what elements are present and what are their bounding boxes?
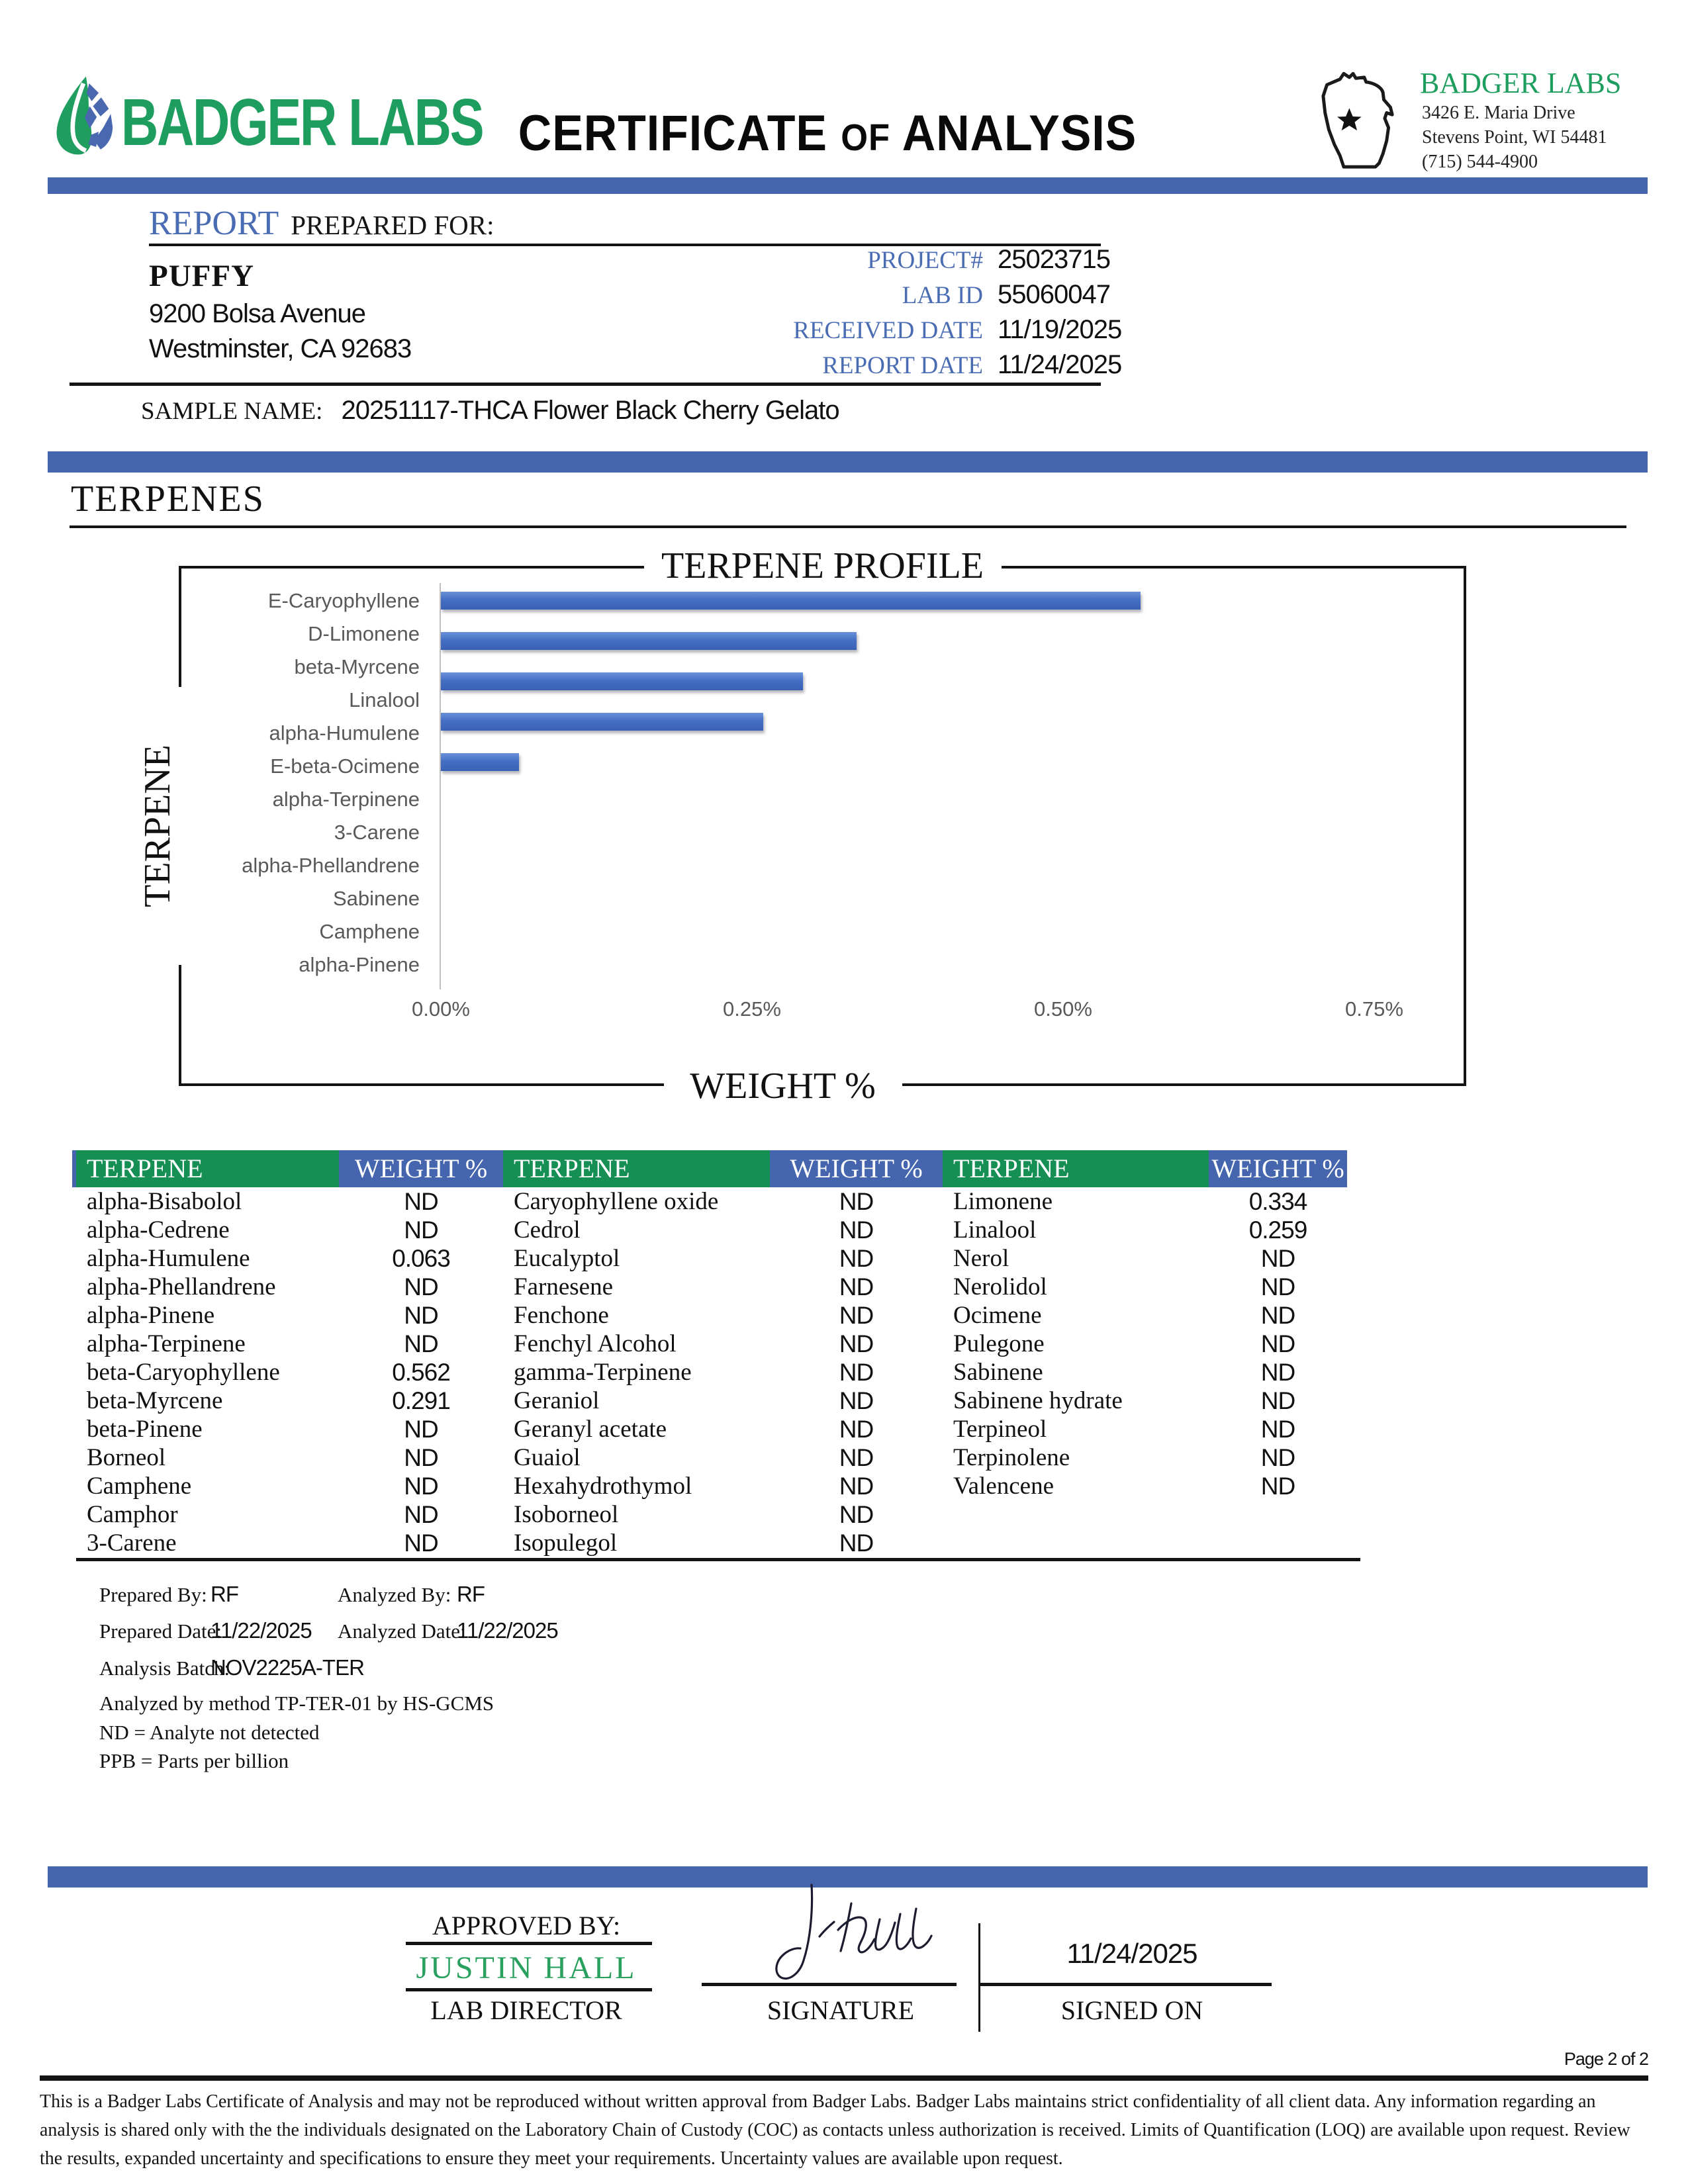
chart-row bbox=[441, 786, 1434, 819]
chart-category-label: beta-Myrcene bbox=[294, 655, 420, 678]
chart-bar bbox=[441, 753, 519, 771]
table-bottom-rule bbox=[76, 1558, 1360, 1561]
table-header-terpene: TERPENE bbox=[943, 1150, 1209, 1187]
report-fields bbox=[463, 245, 1198, 385]
chart-x-ticks bbox=[181, 997, 1464, 1024]
terpene-name-cell: Linalool bbox=[953, 1216, 1037, 1244]
prepared-date-value: 11/22/2025 bbox=[211, 1618, 312, 1643]
terpene-weight-cell: ND bbox=[1260, 1416, 1295, 1443]
report-field-row bbox=[463, 350, 1198, 385]
terpenes-section-title: TERPENES bbox=[71, 478, 265, 520]
signed-on-rule bbox=[980, 1983, 1272, 1986]
terpene-weight-cell: ND bbox=[1260, 1359, 1295, 1386]
chart-row bbox=[441, 852, 1434, 886]
chart-category-label: E-Caryophyllene bbox=[267, 589, 420, 612]
table-header-terpene: TERPENE bbox=[76, 1150, 339, 1187]
terpene-name-cell: Nerolidol bbox=[953, 1273, 1047, 1300]
terpene-name-cell: Nerol bbox=[953, 1245, 1009, 1272]
header-divider-band bbox=[48, 177, 1648, 194]
terpene-weight-cell: 0.063 bbox=[392, 1245, 450, 1272]
lab-address-line1: 3426 E. Maria Drive bbox=[1422, 103, 1575, 123]
prepared-date-label: Prepared Date: bbox=[99, 1619, 222, 1643]
report-word: REPORT bbox=[149, 205, 279, 242]
sample-name-row bbox=[141, 396, 839, 426]
terpene-weight-cell: ND bbox=[404, 1444, 438, 1471]
logo-wordmark: BADGER LABS bbox=[121, 85, 483, 159]
terpene-weight-cell: ND bbox=[1260, 1330, 1295, 1357]
report-field-value: 25023715 bbox=[998, 245, 1110, 274]
footer-rule bbox=[40, 2075, 1648, 2081]
report-prepared-for-heading bbox=[149, 204, 494, 243]
chart-category-label: 3-Carene bbox=[334, 821, 420, 844]
analysis-batch-label: Analysis Batch: bbox=[99, 1657, 230, 1680]
terpene-name-cell: Camphene bbox=[87, 1473, 192, 1500]
chart-y-axis-label: TERPENE bbox=[131, 687, 184, 965]
terpene-name-cell: Terpineol bbox=[953, 1416, 1047, 1443]
terpene-name-cell: Sabinene bbox=[953, 1359, 1043, 1386]
approver-title: LAB DIRECTOR bbox=[430, 1995, 622, 2025]
chart-row bbox=[441, 886, 1434, 919]
terpene-name-cell: Farnesene bbox=[514, 1273, 613, 1300]
terpene-weight-cell: ND bbox=[1260, 1302, 1295, 1329]
terpene-weight-cell: 0.562 bbox=[392, 1359, 450, 1386]
approval-vertical-divider bbox=[978, 1923, 980, 2032]
chart-x-tick-label: 0.75% bbox=[1345, 997, 1403, 1021]
terpene-name-cell: Fenchyl Alcohol bbox=[514, 1330, 677, 1357]
signature-label: SIGNATURE bbox=[767, 1995, 915, 2025]
section-divider-band bbox=[48, 451, 1648, 473]
terpene-weight-cell: ND bbox=[404, 1216, 438, 1244]
terpene-name-cell: Hexahydrothymol bbox=[514, 1473, 692, 1500]
approver-name: JUSTIN HALL bbox=[416, 1950, 637, 1985]
ppb-note: PPB = Parts per billion bbox=[99, 1749, 289, 1772]
terpene-weight-cell: ND bbox=[839, 1273, 874, 1300]
report-field-row bbox=[463, 315, 1198, 350]
terpene-name-cell: Valencene bbox=[953, 1473, 1055, 1500]
terpene-weight-cell: ND bbox=[404, 1473, 438, 1500]
terpene-name-cell: Pulegone bbox=[953, 1330, 1045, 1357]
terpene-weight-cell: ND bbox=[839, 1501, 874, 1528]
terpene-weight-cell: ND bbox=[404, 1273, 438, 1300]
terpene-weight-cell: 0.259 bbox=[1248, 1216, 1307, 1244]
report-field-row bbox=[463, 280, 1198, 315]
terpene-name-cell: Cedrol bbox=[514, 1216, 581, 1244]
terpene-name-cell: alpha-Terpinene bbox=[87, 1330, 246, 1357]
client-address-line2: Westminster, CA 92683 bbox=[149, 334, 412, 363]
prepared-by-label: Prepared By: bbox=[99, 1583, 207, 1606]
lab-name: BADGER LABS bbox=[1420, 67, 1622, 99]
terpene-name-cell: Caryophyllene oxide bbox=[514, 1188, 719, 1215]
terpene-weight-cell: ND bbox=[404, 1330, 438, 1357]
lab-phone: (715) 544-4900 bbox=[1422, 152, 1538, 172]
terpene-name-cell: Ocimene bbox=[953, 1302, 1042, 1329]
lab-address-block bbox=[1422, 101, 1607, 174]
title-word-certificate: CERTIFICATE bbox=[518, 105, 827, 161]
chart-title: TERPENE PROFILE bbox=[644, 539, 1002, 592]
chart-bar bbox=[441, 713, 763, 731]
terpene-name-cell: Isoborneol bbox=[514, 1501, 619, 1528]
terpene-profile-chart bbox=[137, 545, 1466, 1107]
analyzed-by-label: Analyzed By: bbox=[338, 1583, 451, 1606]
sample-name-label: SAMPLE NAME: bbox=[141, 398, 323, 425]
table-header-weight: WEIGHT % bbox=[770, 1150, 943, 1187]
document-title bbox=[492, 105, 1162, 162]
terpene-weight-cell: ND bbox=[839, 1330, 874, 1357]
terpene-name-cell: alpha-Pinene bbox=[87, 1302, 215, 1329]
report-field-value: 11/19/2025 bbox=[998, 315, 1122, 344]
terpene-weight-cell bbox=[1209, 1529, 1347, 1557]
terpene-weight-cell bbox=[1209, 1500, 1347, 1529]
analyzed-by-value: RF bbox=[457, 1582, 485, 1606]
terpene-weight-cell: ND bbox=[404, 1529, 438, 1557]
terpene-weight-cell: ND bbox=[839, 1245, 874, 1272]
terpene-name-cell: alpha-Humulene bbox=[87, 1245, 250, 1272]
terpene-name-cell: Isopulegol bbox=[514, 1529, 618, 1557]
report-field-value: 55060047 bbox=[998, 280, 1110, 309]
terpene-name-cell: Guaiol bbox=[514, 1444, 581, 1471]
terpene-name-cell: Geranyl acetate bbox=[514, 1416, 667, 1443]
terpene-name-cell: Fenchone bbox=[514, 1302, 609, 1329]
sample-name-value: 20251117-THCA Flower Black Cherry Gelato bbox=[341, 396, 839, 425]
terpene-name-cell: alpha-Cedrene bbox=[87, 1216, 230, 1244]
terpene-weight-cell: ND bbox=[404, 1501, 438, 1528]
signed-on-date: 11/24/2025 bbox=[1066, 1938, 1197, 1969]
table-header-weight: WEIGHT % bbox=[1209, 1150, 1347, 1187]
chart-x-tick-label: 0.00% bbox=[412, 997, 470, 1021]
sample-name-divider bbox=[70, 383, 1101, 386]
chart-row bbox=[441, 819, 1434, 852]
badger-labs-leaf-logo-icon bbox=[52, 74, 115, 156]
report-field-row bbox=[463, 245, 1198, 280]
terpene-name-cell: beta-Pinene bbox=[87, 1416, 203, 1443]
terpene-weight-cell: ND bbox=[839, 1529, 874, 1557]
footer-disclaimer: This is a Badger Labs Certificate of Analysis and may not be reproduced without written approval from Badger Labs. Badger Labs maintains strict confidentiality of all client data. Any information regarding an analysis is shared only with the the individuals designated on the Laboratory Chain of Custody (COC) as contacts unless authorization is received. Limits of Quantification (LOQ) are available upon request. Review the results, expanded uncertainty and specifications to ensure they meet your requirements. Uncertainty values are available upon request. bbox=[40, 2091, 1630, 2169]
chart-category-label: D-Limonene bbox=[308, 622, 420, 645]
terpene-name-cell: Sabinene hydrate bbox=[953, 1387, 1123, 1414]
terpene-weight-cell: ND bbox=[1260, 1273, 1295, 1300]
terpene-weight-cell: ND bbox=[839, 1473, 874, 1500]
chart-row bbox=[441, 713, 1434, 746]
terpene-name-cell: beta-Caryophyllene bbox=[87, 1359, 280, 1386]
approved-by-rule bbox=[406, 1942, 652, 1945]
chart-bars bbox=[441, 584, 1434, 1018]
chart-category-label: alpha-Phellandrene bbox=[242, 854, 420, 877]
title-word-of: OF bbox=[841, 116, 890, 159]
chart-category-labels bbox=[181, 584, 430, 981]
client-name: PUFFY bbox=[149, 259, 255, 293]
chart-category-label: alpha-Terpinene bbox=[272, 788, 420, 811]
signature-icon bbox=[735, 1881, 980, 1985]
terpene-name-cell: beta-Myrcene bbox=[87, 1387, 223, 1414]
approver-name-rule bbox=[406, 1988, 652, 1991]
terpene-weight-cell: ND bbox=[839, 1416, 874, 1443]
title-word-analysis: ANALYSIS bbox=[902, 105, 1137, 161]
terpene-results-table bbox=[76, 1150, 1347, 1557]
nd-note: ND = Analyte not detected bbox=[99, 1721, 320, 1744]
terpene-weight-cell: ND bbox=[1260, 1444, 1295, 1471]
terpene-weight-cell: ND bbox=[1260, 1245, 1295, 1272]
prepared-for-label: PREPARED FOR: bbox=[291, 210, 494, 240]
lab-address-line2: Stevens Point, WI 54481 bbox=[1422, 127, 1607, 148]
chart-x-tick-label: 0.25% bbox=[723, 997, 781, 1021]
terpene-weight-cell: ND bbox=[404, 1188, 438, 1215]
chart-row bbox=[441, 592, 1434, 625]
report-field-label: REPORT DATE bbox=[822, 352, 983, 379]
chart-bar bbox=[441, 632, 857, 650]
terpene-name-cell bbox=[943, 1529, 1209, 1557]
terpene-weight-cell: ND bbox=[839, 1359, 874, 1386]
signature-rule bbox=[702, 1983, 957, 1986]
terpene-name-cell: Geraniol bbox=[514, 1387, 600, 1414]
terpene-weight-cell: ND bbox=[404, 1416, 438, 1443]
approved-by-label: APPROVED BY: bbox=[432, 1911, 621, 1940]
terpene-name-cell: Camphor bbox=[87, 1501, 178, 1528]
terpene-weight-cell: ND bbox=[839, 1216, 874, 1244]
terpene-name-cell: Limonene bbox=[953, 1188, 1053, 1215]
terpene-name-cell: Borneol bbox=[87, 1444, 166, 1471]
terpenes-section-underline bbox=[70, 525, 1626, 528]
signed-on-label: SIGNED ON bbox=[1060, 1995, 1203, 2025]
terpene-weight-cell: 0.334 bbox=[1248, 1188, 1307, 1215]
analyzed-date-label: Analyzed Date: bbox=[338, 1619, 466, 1643]
prepared-by-value: RF bbox=[211, 1582, 238, 1606]
terpene-name-cell: alpha-Bisabolol bbox=[87, 1188, 242, 1215]
chart-row bbox=[441, 632, 1434, 665]
chart-row bbox=[441, 753, 1434, 786]
report-field-label: LAB ID bbox=[902, 282, 983, 309]
terpene-name-cell: alpha-Phellandrene bbox=[87, 1273, 276, 1300]
chart-bar bbox=[441, 672, 803, 690]
chart-row bbox=[441, 672, 1434, 705]
terpene-name-cell: gamma-Terpinene bbox=[514, 1359, 692, 1386]
terpene-weight-cell: ND bbox=[839, 1387, 874, 1414]
analysis-batch-value: NOV2225A-TER bbox=[211, 1655, 364, 1680]
terpene-weight-cell: ND bbox=[839, 1444, 874, 1471]
chart-category-label: alpha-Pinene bbox=[299, 953, 420, 976]
chart-x-tick-label: 0.50% bbox=[1034, 997, 1092, 1021]
table-header-terpene: TERPENE bbox=[503, 1150, 770, 1187]
chart-row bbox=[441, 919, 1434, 952]
terpene-weight-cell: ND bbox=[1260, 1473, 1295, 1500]
chart-category-label: E-beta-Ocimene bbox=[270, 754, 420, 778]
report-field-label: RECEIVED DATE bbox=[793, 317, 983, 344]
terpene-name-cell bbox=[943, 1500, 1209, 1529]
chart-category-label: Sabinene bbox=[332, 887, 420, 910]
terpene-name-cell: Terpinolene bbox=[953, 1444, 1070, 1471]
terpene-name-cell: 3-Carene bbox=[87, 1529, 177, 1557]
terpene-weight-cell: ND bbox=[839, 1188, 874, 1215]
analyzed-date-value: 11/22/2025 bbox=[457, 1618, 558, 1643]
terpene-weight-cell: ND bbox=[404, 1302, 438, 1329]
chart-x-axis-label: WEIGHT % bbox=[664, 1060, 902, 1113]
chart-bar bbox=[441, 592, 1141, 610]
wisconsin-state-icon bbox=[1312, 61, 1415, 183]
chart-category-label: Linalool bbox=[349, 688, 420, 711]
report-field-value: 11/24/2025 bbox=[998, 350, 1122, 379]
chart-category-label: alpha-Humulene bbox=[269, 721, 420, 745]
method-note: Analyzed by method TP-TER-01 by HS-GCMS bbox=[99, 1692, 494, 1715]
report-field-label: PROJECT# bbox=[867, 247, 983, 274]
terpene-weight-cell: ND bbox=[1260, 1387, 1295, 1414]
page-number: Page 2 of 2 bbox=[1564, 2049, 1648, 2069]
table-header-weight: WEIGHT % bbox=[339, 1150, 503, 1187]
chart-category-label: Camphene bbox=[319, 920, 420, 943]
terpene-name-cell: Eucalyptol bbox=[514, 1245, 620, 1272]
chart-row bbox=[441, 952, 1434, 985]
terpene-weight-cell: ND bbox=[839, 1302, 874, 1329]
client-address-line1: 9200 Bolsa Avenue bbox=[149, 299, 366, 328]
terpene-weight-cell: 0.291 bbox=[392, 1387, 450, 1414]
